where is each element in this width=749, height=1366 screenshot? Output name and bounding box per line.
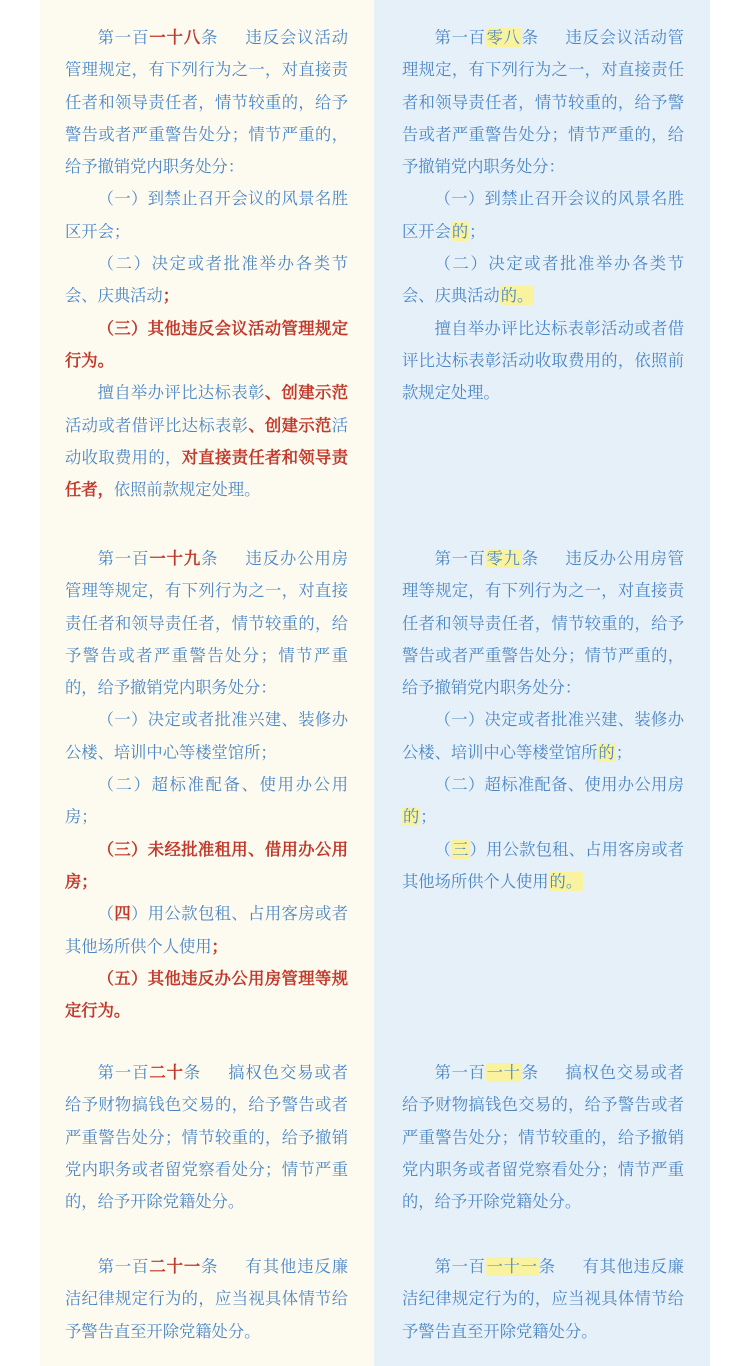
article-108-item-2: （二）决定或者批准举办各类节会、庆典活动的。 [402, 254, 684, 306]
article-109-item-2: （二）超标准配备、使用办公用房的； [403, 775, 684, 827]
article-120 [65, 1057, 348, 1218]
article-109-item-3: （三）用公款包租、占用客房或者其他场所供个人使用的。 [402, 839, 684, 891]
article-109-item-1: （一）决定或者批准兴建、装修办公楼、培训中心等楼堂馆所的； [402, 710, 684, 762]
article-109-heading: 第一百零九条 违反办公用房管理等规定，有下列行为之一，对直接责任者和领导责任者，情节较重的，给予警告或者严重警告处分；情节严重的，给予撤销党内职务处分： [402, 549, 684, 698]
article-118-item-1: （一）到禁止召开会议的风景名胜区开会； [65, 189, 348, 241]
article-108-tail: 擅自举办评比达标表彰活动或者借评比达标表彰活动收取费用的，依照前款规定处理。 [402, 318, 684, 403]
article-119-heading: 第一百一十九条 违反办公用房管理等规定，有下列行为之一，对直接责任者和领导责任者，情节较重的，给予警告或者严重警告处分；情节严重的，给予撤销党内职务处分： [65, 549, 348, 698]
article-119-item-4: （四）用公款包租、占用客房或者其他场所供个人使用； [65, 904, 348, 956]
article-118-item-3: （三）其他违反会议活动管理规定行为。 [65, 318, 348, 370]
article-111-heading: 第一百一十一条 有其他违反廉洁纪律规定行为的，应当视具体情节给予警告直至开除党籍处分。 [402, 1257, 684, 1341]
article-119-item-2: （二）超标准配备、使用办公用房； [65, 775, 348, 827]
article-120-heading: 第一百二十条 搞权色交易或者给予财物搞钱色交易的，给予警告或者严重警告处分；情节较重的，给予撤销党内职务或者留党察看处分；情节严重的，给予开除党籍处分。 [65, 1063, 348, 1212]
article-109 [402, 543, 684, 898]
article-111 [402, 1251, 684, 1348]
article-118 [65, 22, 348, 506]
left-column [40, 0, 374, 1366]
article-108-item-1: （一）到禁止召开会议的风景名胜区开会的； [402, 189, 684, 241]
article-110 [402, 1057, 684, 1218]
article-108-heading: 第一百零八条 违反会议活动管理规定，有下列行为之一，对直接责任者和领导责任者，情节较重的，给予警告或者严重警告处分；情节严重的，给予撤销党内职务处分： [402, 28, 684, 177]
article-119-item-1: （一）决定或者批准兴建、装修办公楼、培训中心等楼堂馆所； [65, 710, 348, 762]
article-121-heading: 第一百二十一条 有其他违反廉洁纪律规定行为的，应当视具体情节给予警告直至开除党籍处分。 [65, 1257, 348, 1341]
article-118-item-2: （二）决定或者批准举办各类节会、庆典活动； [65, 254, 348, 306]
right-column [374, 0, 710, 1366]
article-119-item-3: （三）未经批准租用、借用办公用房； [65, 839, 348, 891]
article-118-tail: 擅自举办评比达标表彰、创建示范活动或者借评比达标表彰、创建示范活动收取费用的，对直接责任者和领导责任者，依照前款规定处理。 [65, 383, 348, 500]
article-119-item-5: （五）其他违反办公用房管理等规定行为。 [65, 968, 348, 1021]
article-110-heading: 第一百一十条 搞权色交易或者给予财物搞钱色交易的，给予警告或者严重警告处分；情节较重的，给予撤销党内职务或者留党察看处分；情节严重的，给予开除党籍处分。 [402, 1063, 684, 1212]
article-108 [402, 22, 684, 410]
article-119 [65, 543, 348, 1027]
article-121 [65, 1251, 348, 1348]
article-118-heading: 第一百一十八条 违反会议活动管理规定，有下列行为之一，对直接责任者和领导责任者，情节较重的，给予警告或者严重警告处分；情节严重的，给予撤销党内职务处分： [65, 28, 348, 177]
